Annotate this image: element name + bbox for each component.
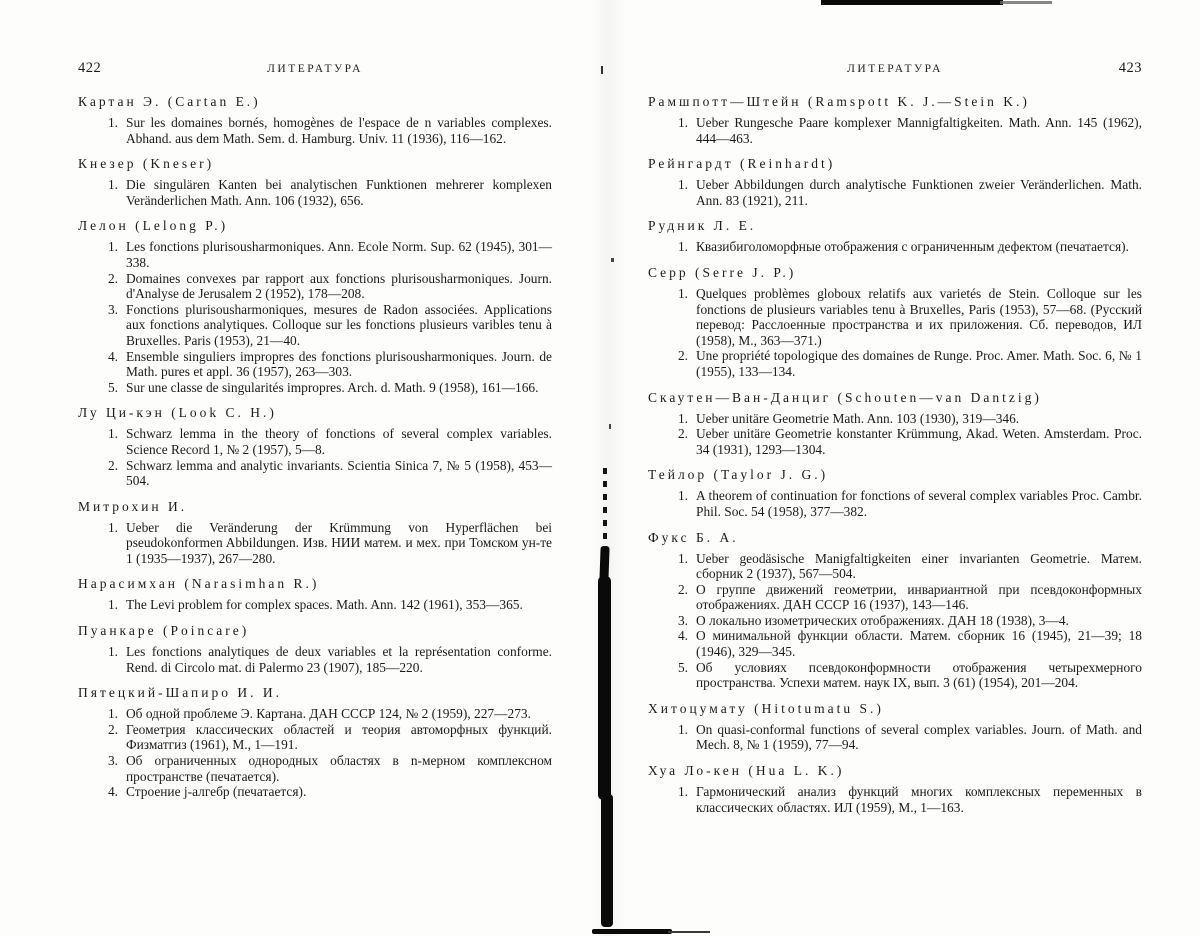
reference-text: Ueber die Veränderung der Krümmung von Hyperflächen bei pseudokonformen Abbildungen. Изв. НИИ матем. и мех. при Томском ун-те 1 (1935—1937), 267—280. [126,519,552,566]
entry-author: Рамшпотт—Штейн (Ramspott K. J.—Stein K.) [648,94,1030,109]
reference-text: Sur une classe de singularités impropres. Arch. d. Math. 9 (1958), 161—166. [126,379,539,395]
reference-item [648,613,1142,629]
entry-author: Рудник Л. Е. [648,218,757,234]
reference-text: Les fonctions analytiques de deux variables et la représentation conforme. Rend. di Circolo mat. di Palermo 23 (1907), 185—220. [126,644,552,675]
reference-text: Геометрия классических областей и теория автоморфных функций. Физматгиз (1961), М., 1—191. [126,721,552,753]
entry-author: Нарасимхан (Narasimhan R.) [78,576,320,592]
reference-text: Les fonctions plurisousharmoniques. Ann. Ecole Norm. Sup. 62 (1945), 301—338. [126,239,552,270]
reference-text: Ueber geodäsische Manigfaltigkeiten einer invarianten Geometrie. Матем. сборник 2 (1937), 567—504. [696,550,1142,582]
entry-author: Серр (Serre J. P.) [648,264,797,280]
entry-author: Митрохин И. [78,498,188,514]
reference-number: 1. [107,706,118,722]
entry-author: Фукс Б. А. [648,529,739,545]
reference-number: 1. [107,519,118,535]
reference-text: О группе движений геометрии, инвариантной при псевдоконформных отображениях. ДАН СССР 16 (1937), 143—146. [696,581,1142,613]
reference-number: 1. [107,597,118,613]
entry-author: Кнезер (Kneser) [78,156,215,172]
reference-number: 1. [677,550,688,566]
reference-number: 1. [677,784,688,800]
reference-number: 3. [677,612,688,628]
reference-item [648,660,1142,691]
entry-author: Скаутен—Ван-Данциг (Schouten—van Dantzig) [648,389,1042,405]
spine-ink-streak-dashed [603,468,607,550]
reference-text: On quasi-conformal functions of several complex variables. Journ. of Math. and Mech. 8, № 1 (1959), 77—94. [696,721,1142,753]
reference-text: Об ограниченных однородных областях в n-мерном комплексном пространстве (печатается). [126,753,552,784]
reference-item [78,380,552,396]
entry-author: Картан Э. (Cartan E.) [78,94,261,109]
bibliography-entry [648,763,1142,815]
reference-item [78,520,552,567]
reference-item [648,488,1142,519]
reference-item [78,706,552,722]
bibliography-entry [648,156,1142,208]
entry-author: Хитоцумату (Hitotumatu S.) [648,700,884,716]
reference-item [78,349,552,380]
scan-smudge-top-bar-fade [1000,1,1052,4]
reference-item [78,115,552,146]
reference-text: Квазибиголоморфные отображения с ограниченным дефектом (печатается). [696,239,1129,255]
reference-item [648,426,1142,457]
reference-item [78,784,552,800]
reference-item [648,411,1142,427]
reference-item [648,784,1142,815]
reference-item [648,286,1142,348]
reference-text: Ensemble singuliers impropres des fonctions plurisousharmoniques. Journ. de Math. pures et appl. 36 (1957), 263—303. [126,348,552,380]
reference-item [648,239,1142,255]
reference-text: Domaines convexes par rapport aux fonctions plurisousharmoniques. Journ. d'Analyse de Jerusalem 2 (1952), 178—208. [126,270,552,302]
bibliography-entry [648,701,1142,753]
bibliography-entry [78,685,552,800]
reference-number: 1. [677,239,688,255]
page-header-right [648,60,1142,77]
reference-number: 1. [107,115,118,130]
reference-number: 2. [677,348,688,364]
reference-number: 1. [677,177,688,193]
bibliography-entry [78,405,552,488]
reference-item [78,302,552,349]
reference-number: 1. [107,644,118,660]
reference-number: 1. [107,239,118,255]
reference-item [648,582,1142,613]
entry-author: Пятецкий-Шапиро И. И. [78,685,282,701]
scan-smudge-bottom-bar-tail [668,931,710,933]
reference-item [78,722,552,753]
page-number: 423 [1118,60,1142,76]
reference-item [78,177,552,208]
bibliography-entry [648,530,1142,691]
reference-text: Une propriété topologique des domaines de Runge. Proc. Amer. Math. Soc. 6, № 1 (1955), 133—134. [696,348,1142,379]
entry-author: Лелон (Lelong P.) [78,218,229,234]
entry-author: Рейнгардт (Reinhardt) [648,156,836,172]
bibliography-entry [78,156,552,208]
spine-ink-streak [598,576,611,800]
reference-item [78,271,552,302]
reference-number: 1. [677,721,688,737]
reference-text: Fonctions plurisousharmoniques, mesures de Radon associées. Applications aux fonctions analytiques. Colloque sur les fonctions plusieurs varibles tenu à Bruxelles. Paris (1953), 21—40. [126,301,552,348]
entry-author: Пуанкаре (Poincare) [78,623,250,639]
reference-item [648,177,1142,208]
scan-speck [611,258,614,262]
reference-text: Об одной проблеме Э. Картана. ДАН СССР 124, № 2 (1959), 227—273. [126,706,531,722]
bibliography-entry [648,94,1142,146]
reference-number: 1. [677,410,688,426]
reference-item [78,597,552,613]
reference-number: 1. [107,426,118,442]
bibliography-list [648,94,1142,815]
reference-text: Schwarz lemma and analytic invariants. Scientia Sinica 7, № 5 (1958), 453—504. [126,457,552,489]
reference-item [78,644,552,675]
reference-item [648,551,1142,582]
reference-item [78,239,552,270]
bibliography-entry [78,576,552,613]
scan-smudge-top-bar [821,0,1003,5]
page-gutter-shadow [590,0,626,936]
reference-number: 3. [107,753,118,769]
scan-speck [609,424,611,429]
page-423 [648,60,1142,825]
reference-text: Schwarz lemma in the theory of fonctions of several complex variables. Science Record 1, № 2 (1957), 5—8. [126,426,552,457]
page-422 [78,60,552,810]
reference-text: Die singulären Kanten bei analytischen Funktionen mehrerer komplexen Veränderlichen Math. Ann. 106 (1932), 656. [126,177,552,208]
reference-text: Sur les domaines bornés, homogènes de l'espace de n variables complexes. Abhand. aus dem Math. Sem. d. Hamburg. Univ. 11 (1936), 116—162. [126,115,552,146]
reference-text: Ueber Abbildungen durch analytische Funktionen zweier Veränderlichen. Math. Ann. 83 (1921), 211. [696,177,1142,208]
spine-ink-streak [599,546,609,582]
bibliography-entry [648,390,1142,458]
reference-text: Ueber Rungesche Paare komplexer Mannigfaltigkeiten. Math. Ann. 145 (1962), 444—463. [696,115,1142,146]
bibliography-entry [78,499,552,567]
reference-text: The Levi problem for complex spaces. Math. Ann. 142 (1961), 353—365. [126,597,523,613]
reference-item [78,458,552,489]
bibliography-entry [78,623,552,675]
reference-number: 5. [107,379,118,395]
spine-ink-streak [601,794,613,927]
reference-text: Строение j-алгебр (печатается). [126,784,307,800]
page-header-left [78,60,552,77]
running-title: ЛИТЕРАТУРА [847,63,943,75]
scan-smudge-bottom-bar [592,929,672,934]
reference-number: 2. [107,721,118,737]
reference-number: 4. [677,628,688,644]
reference-number: 2. [107,270,118,286]
bibliography-list [78,94,552,800]
reference-item [78,426,552,457]
reference-number: 1. [677,488,688,504]
reference-text: О минимальной функции области. Матем. сборник 16 (1945), 21—39; 18 (1946), 329—345. [696,628,1142,660]
bibliography-entry [648,467,1142,519]
reference-item [648,348,1142,379]
entry-author: Лу Ци-кэн (Look C. H.) [78,405,277,421]
reference-number: 5. [677,659,688,675]
reference-number: 2. [677,426,688,442]
reference-item [648,115,1142,146]
reference-number: 3. [107,301,118,317]
reference-number: 1. [677,285,688,301]
reference-text: Ueber unitäre Geometrie Math. Ann. 103 (1930), 319—346. [696,410,1020,426]
reference-number: 1. [677,115,688,130]
reference-number: 1. [107,177,118,193]
reference-item [648,628,1142,659]
entry-author: Хуа Ло-кен (Hua L. K.) [648,763,845,779]
reference-text: Ueber unitäre Geometrie konstanter Krümmung, Akad. Weten. Amsterdam. Proc. 34 (1931), 1293—1304. [696,426,1142,457]
reference-text: Об условиях псевдоконформности отображения четырехмерного пространства. Успехи матем. наук IX, вып. 3 (61) (1954), 201—204. [696,659,1142,691]
reference-item [78,753,552,784]
running-title: ЛИТЕРАТУРА [267,63,363,75]
reference-text: Гармонический анализ функций многих комплексных переменных в классических областях. ИЛ (1959), М., 1—163. [696,784,1142,815]
bibliography-entry [78,218,552,395]
reference-number: 2. [677,581,688,597]
reference-number: 2. [107,457,118,473]
scan-speck [601,66,603,74]
entry-author: Тейлор (Taylor J. G.) [648,467,829,483]
reference-number: 4. [107,348,118,364]
page-number: 422 [78,60,102,76]
reference-text: Quelques problèmes globoux relatifs aux varietés de Stein. Colloque sur les fonctions de plusieurs variables tenu à Bruxelles, Paris (1953), 57—68. (Русский перевод: Расслоенные пространства и их приложения. Сб. переводов, ИЛ (1958), М., 363—371.) [696,285,1142,348]
reference-item [648,722,1142,753]
bibliography-entry [648,218,1142,255]
reference-number: 4. [107,784,118,800]
reference-text: A theorem of continuation for fonctions of several complex variables Proc. Cambr. Phil. Soc. 54 (1958), 377—382. [696,488,1142,519]
reference-text: О локально изометрических отображениях. ДАН 18 (1938), 3—4. [696,612,1069,628]
bibliography-entry [648,265,1142,380]
bibliography-entry [78,94,552,146]
